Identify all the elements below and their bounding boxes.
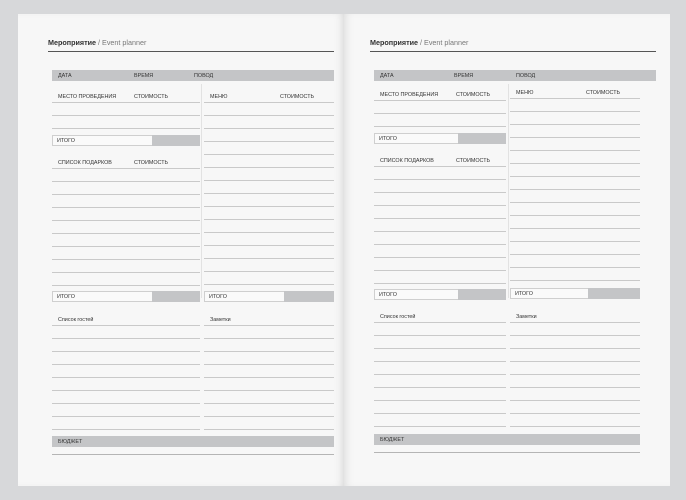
line [510,215,640,216]
line [510,400,640,401]
line [510,228,640,229]
line [52,272,200,273]
line [204,338,334,339]
total-label: ИТОГО [379,136,397,142]
header-separator: / [98,38,101,47]
line [204,154,334,155]
line [52,351,200,352]
line [374,400,506,401]
budget-band [52,436,334,447]
total-label: ИТОГО [57,294,75,300]
line [204,390,334,391]
line [204,429,334,430]
time-label: ВРЕМЯ [134,73,154,79]
line [510,267,640,268]
line [374,283,506,284]
right-page [344,14,670,486]
line [510,413,640,414]
line [510,374,640,375]
line [204,206,334,207]
line [52,285,200,286]
line [204,377,334,378]
line [52,325,200,326]
line [510,163,640,164]
line [52,194,200,195]
line [374,218,506,219]
menu-total-box [510,288,640,299]
line [510,98,640,99]
header-title: Мероприятие [370,38,419,47]
gifts-total-box [52,291,200,302]
line [510,280,640,281]
menu-label: МЕНЮ [210,94,228,100]
line [204,128,334,129]
line [510,150,640,151]
line [510,426,640,427]
occasion-label: ПОВОД [516,73,536,79]
line [52,246,200,247]
date-time-band [374,70,656,81]
line [510,241,640,242]
line [52,220,200,221]
line [204,167,334,168]
line [52,338,200,339]
line [510,254,640,255]
line [374,426,506,427]
line [52,416,200,417]
date-time-band [52,70,334,81]
guests-label: Список гостей [58,317,94,323]
line [204,403,334,404]
line [374,231,506,232]
line [374,179,506,180]
menu-cost-label: СТОИМОСТЬ [586,90,621,96]
total-label: ИТОГО [209,294,227,300]
line [510,202,640,203]
line [374,270,506,271]
line [510,137,640,138]
line [52,364,200,365]
page-header [48,38,334,52]
venue-cost-label: СТОИМОСТЬ [134,94,169,100]
line [52,207,200,208]
line [204,271,334,272]
line [374,126,506,127]
header-title: Мероприятие [48,38,97,47]
gifts-cost-label: СТОИМОСТЬ [456,158,491,164]
venue-label: МЕСТО ПРОВЕДЕНИЯ [58,94,117,100]
line [204,351,334,352]
line [374,205,506,206]
line [52,377,200,378]
venue-total-box [52,135,200,146]
line [510,189,640,190]
line [204,193,334,194]
total-label: ИТОГО [515,291,533,297]
menu-total-box [204,291,334,302]
gifts-label: СПИСОК ПОДАРКОВ [380,158,434,164]
header-subtitle: Event planner [424,38,469,47]
line [374,192,506,193]
line [510,387,640,388]
line [52,233,200,234]
column-divider [201,84,202,298]
occasion-label: ПОВОД [194,73,214,79]
line [52,403,200,404]
date-label: ДАТА [380,73,394,79]
line [204,115,334,116]
line [510,361,640,362]
line [374,348,506,349]
line [374,322,506,323]
line [510,111,640,112]
line [204,219,334,220]
line [204,364,334,365]
line [52,102,200,103]
line [204,141,334,142]
line [204,245,334,246]
line [374,113,506,114]
line [374,374,506,375]
budget-label: БЮДЖЕТ [58,439,83,445]
line [52,115,200,116]
line [204,416,334,417]
page-header [370,38,656,52]
line [374,244,506,245]
header-subtitle: Event planner [102,38,147,47]
line [510,124,640,125]
bottom-rule [52,454,334,455]
venue-label: МЕСТО ПРОВЕДЕНИЯ [380,92,439,98]
line [204,232,334,233]
line [204,325,334,326]
line [510,322,640,323]
time-label: ВРЕМЯ [454,73,474,79]
left-page [18,14,344,486]
gifts-cost-label: СТОИМОСТЬ [134,160,169,166]
menu-label: МЕНЮ [516,90,534,96]
line [374,387,506,388]
line [204,102,334,103]
menu-cost-label: СТОИМОСТЬ [280,94,315,100]
bottom-rule [374,452,640,453]
line [204,258,334,259]
date-label: ДАТА [58,73,72,79]
line [52,168,200,169]
guests-label: Список гостей [380,314,416,320]
line [52,429,200,430]
budget-band [374,434,640,445]
total-label: ИТОГО [57,138,75,144]
line [52,128,200,129]
gifts-label: СПИСОК ПОДАРКОВ [58,160,112,166]
line [374,100,506,101]
line [374,335,506,336]
gifts-total-box [374,289,506,300]
line [204,180,334,181]
notes-label: Заметки [516,314,537,320]
venue-total-box [374,133,506,144]
line [52,390,200,391]
total-label: ИТОГО [379,292,397,298]
line [510,348,640,349]
venue-cost-label: СТОИМОСТЬ [456,92,491,98]
header-separator: / [420,38,423,47]
budget-label: БЮДЖЕТ [380,437,405,443]
line [52,259,200,260]
column-divider [508,84,509,298]
line [204,284,334,285]
line [374,361,506,362]
notes-label: Заметки [210,317,231,323]
line [510,176,640,177]
line [374,257,506,258]
line [52,181,200,182]
line [510,335,640,336]
line [374,413,506,414]
line [374,166,506,167]
